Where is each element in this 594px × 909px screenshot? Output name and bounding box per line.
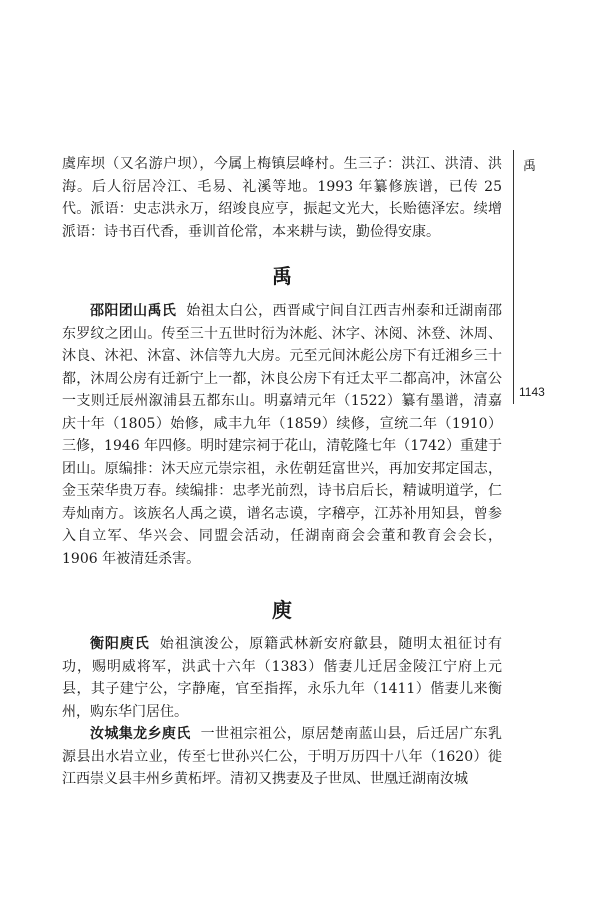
entry-text: 始祖演浚公，原籍武林新安府歙县，随明太祖征讨有功，赐明威将军，洪武十六年（1383）偕妻儿迁居金陵江宁府上元县，其子建宁公，字静庵，官至指挥，永乐九年（1411）偕妻儿来衡州，购东华门居住。	[62, 636, 503, 720]
entry-paragraph	[62, 723, 502, 791]
margin-rule	[513, 150, 514, 404]
entry-paragraph	[62, 300, 502, 570]
entry-name: 衡阳庾氏	[90, 636, 150, 652]
section-heading-yu2: 庾	[272, 598, 292, 622]
entry-text: 始祖太白公，西晋咸宁间自江西吉州泰和迁湖南邵东罗纹之团山。传至三十五世时衍为沐彪、沐字、沐阅、沐登、沐周、沐良、沐祀、沐富、沐信等九大房。元至元间沐彪公房下有迁湘乡三十都，沐周公房有迁新宁上一都，沐良公房下有迁太平二都高冲，沐富公一支则迁辰州溆浦县五都东山。明嘉靖元年（1522）纂有墨谱，清嘉庆十年（1805）始修，咸丰九年（1859）续修，宣统二年（1910）三修，1946 年四修。明时建宗祠于花山，清乾隆七年（1742）重建于团山。原编排：沐天应元崇宗祖，永佐朝廷富世兴，再加安邦定国志，金玉荣华贵万春。续编排：忠孝光前烈，诗书启后长，精诚明道学，仁寿灿南方。该族名人禹之谟，谱名志谟，字稽亭，江苏补用知县，曾参入自立军、华兴会、同盟会活动，任湖南商会会董和教育会会长，1906 年被清廷杀害。	[62, 303, 503, 567]
top-paragraph: 虞库坝（又名游户坝），今属上梅镇层峰村。生三子：洪江、洪清、洪海。后人衍居冷江、毛易、礼溪等地。1993 年纂修族谱，已传 25 代。派语：史志洪永万，绍竣良应亨，振起文光大，长贻德泽宏。续增派语：诗书百代香，垂训首伦常，本来耕与读，勤俭得安康。	[62, 156, 502, 240]
running-head: 禹	[523, 159, 537, 174]
entry-paragraph	[62, 633, 502, 723]
entry-block-shaoyang	[62, 300, 502, 570]
entry-name: 汝城集龙乡庾氏	[90, 726, 191, 742]
entry-text: 一世祖宗祖公，原居楚南蓝山县，后迁居广东乳源县出水岩立业，传至七世孙兴仁公，于明万历四十八年（1620）徙江西崇义县丰州乡黄柘坪。清初又携妻及子世凤、世凰迁湖南汝城	[62, 726, 502, 787]
page-number: 1143	[519, 385, 545, 399]
section-heading-yu: 禹	[272, 264, 292, 288]
entry-name: 邵阳团山禹氏	[90, 303, 177, 319]
entry-block-hengyang	[62, 633, 502, 791]
top-paragraph-block	[62, 153, 502, 243]
